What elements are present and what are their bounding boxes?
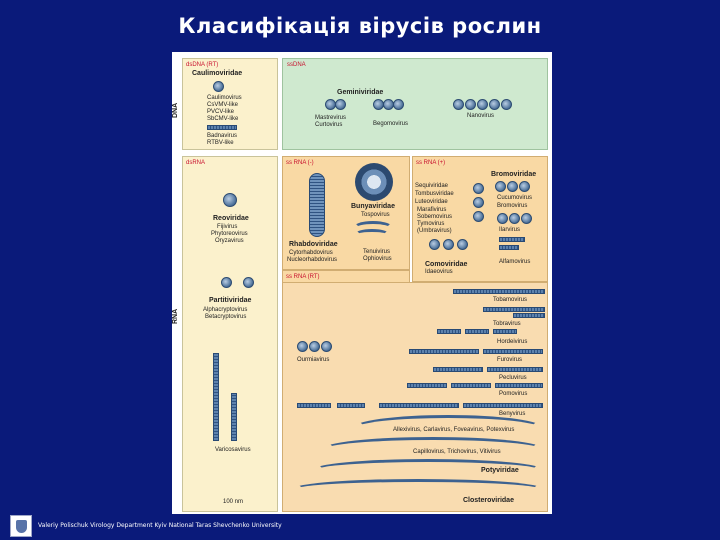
- ophiovirus-filament-icon: [355, 229, 389, 239]
- idaeovirus-label: Idaeovirus: [425, 269, 453, 275]
- ourmiavirus-virion-icon: [321, 341, 332, 352]
- benyvirus-rod-icon: [297, 403, 331, 408]
- sspos-virion-icon: [473, 197, 484, 208]
- ilarvirus-label: Ilarvirus: [499, 227, 521, 233]
- furovirus-rod-icon: [483, 349, 543, 354]
- pomovirus-rod-icon: [495, 383, 543, 388]
- sspos-list-2: Tombusviridae: [415, 191, 454, 197]
- sspos-virion-icon: [473, 211, 484, 222]
- ophiovirus-label: Ophiovirus: [363, 256, 392, 262]
- furovirus-rod-icon: [409, 349, 479, 354]
- ssrna-negative-panel: [282, 156, 410, 270]
- dsdna-panel: [182, 58, 278, 150]
- benyvirus-rod-icon: [379, 403, 459, 408]
- hordeivirus-rod-icon: [437, 329, 461, 334]
- sspos-list-7: (Umbravirus): [417, 228, 452, 234]
- curtovirus-label: Curtovirus: [315, 122, 343, 128]
- slide-title: Класифікація вірусів рослин: [178, 14, 542, 38]
- tobravirus-rod-icon: [483, 307, 545, 312]
- pecluvirus-label: Pecluvirus: [499, 375, 527, 381]
- footer-credit: Valeriy Polischuk Virology Department Kyiv National Taras Shevchenko University: [38, 522, 282, 529]
- rhabdovirus-virion-icon: [309, 173, 325, 237]
- comoviridae-label: Comoviridae: [425, 261, 468, 268]
- pomovirus-rod-icon: [451, 383, 491, 388]
- dsrna-header: dsRNA: [186, 160, 206, 166]
- fijivirus-label: Fijivirus: [217, 224, 238, 230]
- pecluvirus-rod-icon: [487, 367, 543, 372]
- hordeivirus-rod-icon: [493, 329, 517, 334]
- badnavirus-rod-icon: [207, 125, 237, 130]
- hordeivirus-label: Hordeivirus: [497, 339, 528, 345]
- rna-side-label: RNA: [172, 308, 179, 324]
- pomovirus-label: Pomovirus: [499, 391, 528, 397]
- gemini-virion-icon: [335, 99, 346, 110]
- dsdna-genus-5: Badnavirus: [207, 133, 238, 139]
- ssrna-pos-header: ss RNA (+): [416, 160, 446, 166]
- tobravirus-label: Tobravirus: [493, 321, 521, 327]
- phytoreovirus-label: Phytoreovirus: [211, 231, 248, 237]
- ssdna-header: ssDNA: [287, 62, 306, 68]
- alphacryptovirus-label: Alphacryptovirus: [203, 307, 248, 313]
- bromoviridae-label: Bromoviridae: [491, 171, 537, 178]
- sspos-list-4: Marafivirus: [417, 207, 447, 213]
- cucumovirus-label: Cucumovirus: [497, 195, 533, 201]
- ourmiavirus-virion-icon: [309, 341, 320, 352]
- ourmiavirus-virion-icon: [297, 341, 308, 352]
- bromovirus-virion-icon: [507, 181, 518, 192]
- nanovirus-virion-icon: [465, 99, 476, 110]
- varicosavirus-rod-icon: [213, 353, 219, 441]
- reoviridae-label: Reoviridae: [213, 215, 249, 222]
- caulimovirus-virion-icon: [213, 81, 224, 92]
- ourmiavirus-label: Ourmiavirus: [297, 357, 330, 363]
- benyvirus-rod-icon: [463, 403, 543, 408]
- tenuivirus-label: Tenuivirus: [363, 249, 391, 255]
- varicosavirus-rod-icon: [231, 393, 237, 441]
- sspos-list-5: Sobemovirus: [417, 214, 453, 220]
- nucleorhabdovirus-label: Nucleorhabdovirus: [287, 257, 338, 263]
- hordeivirus-rod-icon: [465, 329, 489, 334]
- alfamovirus-rod-icon: [499, 245, 519, 250]
- sspos-list-1: Sequiviridae: [415, 183, 449, 189]
- potexvirus-group-label: Allexivirus, Carlavirus, Foveavirus, Potexvirus: [393, 427, 515, 433]
- comovirus-virion-icon: [457, 239, 468, 250]
- betacryptovirus-label: Betacryptovirus: [205, 314, 247, 320]
- nanovirus-virion-icon: [453, 99, 464, 110]
- benyvirus-rod-icon: [337, 403, 365, 408]
- dsdna-genus-4: SbCMV-like: [207, 116, 239, 122]
- sspos-list-3: Luteoviridae: [415, 199, 448, 205]
- bromovirus-label: Bromovirus: [497, 203, 528, 209]
- dsdna-genus-1: Caulimovirus: [207, 95, 242, 101]
- oryzavirus-label: Oryzavirus: [215, 238, 244, 244]
- nanovirus-label: Nanovirus: [467, 113, 495, 119]
- dsdna-genus-6: RTBV-like: [207, 140, 234, 146]
- partitivirus-virion-icon: [243, 277, 254, 288]
- potyviridae-label: Potyviridae: [481, 467, 519, 474]
- cytorhabdovirus-label: Cytorhabdovirus: [289, 250, 333, 256]
- closteroviridae-label: Closteroviridae: [463, 497, 514, 504]
- varicosavirus-label: Varicosavirus: [215, 447, 251, 453]
- ilarvirus-virion-icon: [521, 213, 532, 224]
- ilarvirus-virion-icon: [509, 213, 520, 224]
- furovirus-label: Furovirus: [497, 357, 523, 363]
- tobravirus-rod-icon: [513, 313, 545, 318]
- dsrna-panel: [182, 156, 278, 512]
- capillovirus-group-label: Capillovirus, Trichovirus, Vitivirus: [413, 449, 501, 455]
- pomovirus-rod-icon: [407, 383, 447, 388]
- sspos-virion-icon: [473, 183, 484, 194]
- university-logo: [10, 515, 32, 537]
- tospovirus-label: Tospovirus: [361, 212, 390, 218]
- bunyavirus-virion-icon: [355, 163, 393, 201]
- ssrna-rt-header: ss RNA (RT): [286, 274, 320, 280]
- ssdna-panel: [282, 58, 548, 150]
- virus-classification-figure: [172, 52, 552, 514]
- benyvirus-label: Benyvirus: [499, 411, 526, 417]
- bromovirus-virion-icon: [519, 181, 530, 192]
- dna-side-label: DNA: [172, 102, 179, 118]
- rhabdoviridae-label: Rhabdoviridae: [289, 241, 338, 248]
- ssrna-neg-header: ss RNA (-): [286, 160, 314, 166]
- rod-filament-panel: [282, 282, 548, 512]
- bunyaviridae-label: Bunyaviridae: [351, 203, 395, 210]
- tobamovirus-rod-icon: [453, 289, 545, 294]
- comovirus-virion-icon: [443, 239, 454, 250]
- partitivirus-virion-icon: [221, 277, 232, 288]
- gemini-virion-icon: [393, 99, 404, 110]
- geminiviridae-label: Geminiviridae: [337, 89, 384, 96]
- dsdna-genus-2: CsVMV-like: [207, 102, 239, 108]
- ssrna-positive-panel: [412, 156, 548, 282]
- begomovirus-label: Begomovirus: [373, 121, 409, 127]
- alfamovirus-label: Alfamovirus: [499, 259, 531, 265]
- dsdna-genus-3: PVCV-like: [207, 109, 235, 115]
- caulimoviridae-label: Caulimoviridae: [192, 70, 243, 77]
- nanovirus-virion-icon: [477, 99, 488, 110]
- nanovirus-virion-icon: [489, 99, 500, 110]
- pecluvirus-rod-icon: [433, 367, 483, 372]
- ilarvirus-virion-icon: [497, 213, 508, 224]
- scale-label: 100 nm: [223, 499, 244, 505]
- dsdna-header: dsDNA (RT): [186, 62, 219, 68]
- closterovirus-filament-icon: [293, 479, 543, 499]
- tobamovirus-label: Tobamovirus: [493, 297, 528, 303]
- alfamovirus-rod-icon: [499, 237, 525, 242]
- sspos-list-6: Tymovirus: [417, 221, 445, 227]
- partitiviridae-label: Partitiviridae: [209, 297, 252, 304]
- bromovirus-virion-icon: [495, 181, 506, 192]
- reovirus-virion-icon: [223, 193, 237, 207]
- comovirus-virion-icon: [429, 239, 440, 250]
- mastrevirus-label: Mastrevirus: [315, 115, 347, 121]
- nanovirus-virion-icon: [501, 99, 512, 110]
